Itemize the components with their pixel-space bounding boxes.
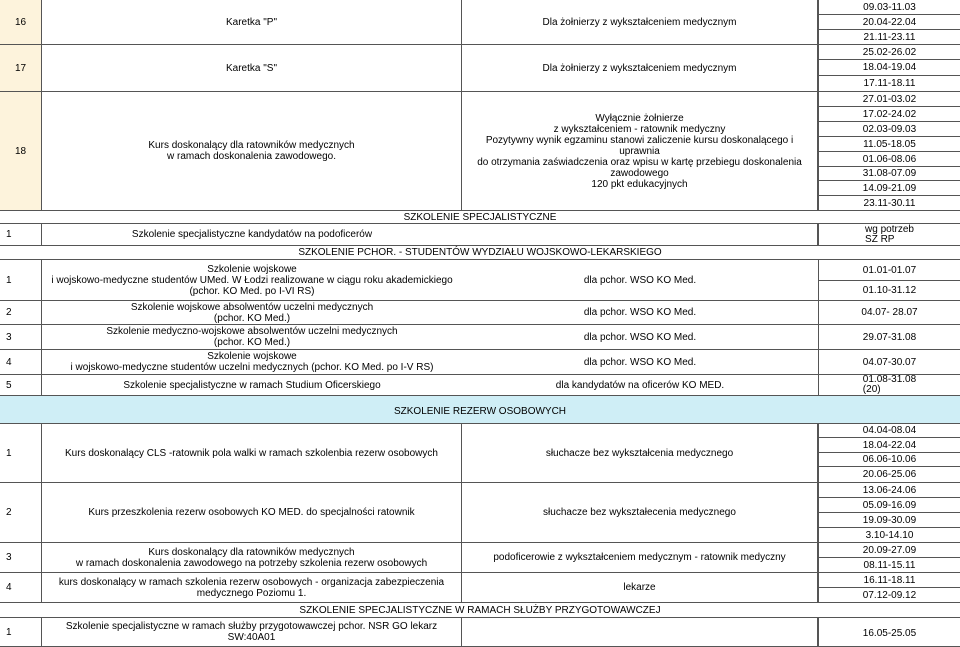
section-title: SZKOLENIE SPECJALISTYCZNE bbox=[403, 211, 557, 223]
date-cell: 08.11-15.11 bbox=[863, 559, 916, 571]
table-row bbox=[0, 224, 960, 246]
course-target: lekarze bbox=[462, 573, 818, 602]
course-name: Szkolenie wojskowe i wojskowo-medyczne studentów UMed. W Łodzi realizowane w ciągu roku akademickiego (pchor. KO Med. po I-VI RS) bbox=[51, 263, 453, 297]
section-header bbox=[0, 211, 960, 224]
section-title: SZKOLENIE REZERW OSOBOWYCH bbox=[393, 405, 567, 417]
date-cell: 29.07-31.08 bbox=[862, 331, 917, 343]
row-number: 5 bbox=[0, 375, 42, 395]
table-row bbox=[0, 543, 960, 573]
date-cell: 05.09-16.09 bbox=[819, 498, 960, 513]
table-row bbox=[0, 375, 960, 396]
date-cell: 11.05-18.05 bbox=[819, 137, 960, 152]
section-header bbox=[0, 603, 960, 618]
date-cell: 01.01-01.07 bbox=[819, 260, 960, 281]
course-name: Szkolenie specjalistyczne kandydatów na podoficerów bbox=[131, 229, 373, 240]
row-number: 16 bbox=[0, 0, 42, 44]
date-cell: 21.11-23.11 bbox=[863, 32, 916, 43]
course-name: kurs doskonalący w ramach szkolenia rezerw osobowych - organizacja zabezpieczenia medycznego Poziomu 1. bbox=[42, 573, 462, 602]
date-cell: 01.08-31.08 (20) bbox=[862, 374, 917, 395]
row-number: 2 bbox=[0, 301, 42, 324]
date-cell: 25.02-26.02 bbox=[819, 45, 960, 60]
row-number: 18 bbox=[0, 92, 42, 210]
date-cell: 19.09-30.09 bbox=[819, 513, 960, 528]
row-number: 2 bbox=[0, 483, 42, 542]
date-cell: 07.12-09.12 bbox=[862, 589, 917, 601]
row-number: 1 bbox=[0, 618, 42, 646]
date-cell: 20.09-27.09 bbox=[819, 543, 960, 558]
date-cell: wg potrzeb SZ RP bbox=[865, 224, 914, 245]
section-header bbox=[0, 246, 960, 260]
course-name: Szkolenie specjalistyczne w ramach Studium Oficerskiego bbox=[123, 379, 381, 391]
course-target: dla pchor. WSO KO Med. bbox=[583, 356, 697, 368]
table-row bbox=[0, 45, 960, 92]
course-name: Karetka "S" bbox=[42, 45, 462, 91]
section-title: SZKOLENIE SPECJALISTYCZNE W RAMACH SŁUŻBY PRZYGOTOWAWCZEJ bbox=[299, 604, 661, 616]
course-target bbox=[462, 224, 818, 245]
date-cell: 18.04-19.04 bbox=[819, 60, 960, 76]
course-dates bbox=[818, 325, 960, 349]
course-dates bbox=[818, 573, 960, 602]
course-target: słuchacze bez wykształcenia medycznego bbox=[462, 424, 818, 482]
date-cell: 01.06-08.06 bbox=[819, 152, 960, 167]
course-dates bbox=[818, 375, 960, 395]
date-cell: 04.07-30.07 bbox=[862, 356, 917, 368]
date-cell: 04.07- 28.07 bbox=[861, 307, 918, 318]
course-dates bbox=[818, 618, 960, 646]
course-dates bbox=[818, 0, 960, 44]
course-dates bbox=[818, 301, 960, 324]
table-row bbox=[0, 325, 960, 350]
section-title: SZKOLENIE PCHOR. - STUDENTÓW WYDZIAŁU WOJSKOWO-LEKARSKIEGO bbox=[298, 247, 662, 258]
date-cell: 17.02-24.02 bbox=[819, 107, 960, 122]
date-cell: 20.06-25.06 bbox=[862, 469, 917, 480]
course-dates bbox=[818, 350, 960, 374]
course-target: dla pchor. WSO KO Med. bbox=[583, 274, 697, 286]
course-name: Szkolenie specjalistyczne w ramach służby przygotowawczej pchor. NSR GO lekarz SW:40A01 bbox=[42, 618, 462, 646]
course-dates bbox=[818, 424, 960, 482]
date-cell: 27.01-03.02 bbox=[819, 92, 960, 107]
date-cell: 14.09-21.09 bbox=[819, 181, 960, 196]
course-target bbox=[462, 618, 818, 646]
table-row bbox=[0, 618, 960, 647]
date-cell: 20.04-22.04 bbox=[819, 15, 960, 30]
date-cell: 16.05-25.05 bbox=[862, 628, 917, 639]
course-name: Kurs doskonalący dla ratowników medycznych w ramach doskonalenia zawodowego na potrzeby szkolenia rezerw osobowych bbox=[42, 543, 462, 572]
date-cell: 02.03-09.03 bbox=[819, 122, 960, 137]
row-number: 3 bbox=[0, 543, 42, 572]
course-name: Karetka "P" bbox=[42, 0, 462, 44]
date-cell: 31.08-07.09 bbox=[819, 167, 960, 181]
date-cell: 01.10-31.12 bbox=[862, 285, 917, 296]
course-target: podoficerowie z wykształceniem medycznym - ratownik medyczny bbox=[462, 543, 818, 572]
course-name: Szkolenie medyczno-wojskowe absolwentów uczelni medycznych (pchor. KO Med.) bbox=[106, 326, 398, 348]
table-row bbox=[0, 424, 960, 483]
course-target: dla pchor. WSO KO Med. bbox=[583, 331, 697, 343]
course-target: Dla żołnierzy z wykształceniem medycznym bbox=[462, 0, 818, 44]
date-cell: 04.04-08.04 bbox=[819, 424, 960, 438]
course-dates bbox=[818, 543, 960, 572]
date-cell: 09.03-11.03 bbox=[819, 0, 960, 15]
row-number: 1 bbox=[0, 224, 42, 245]
row-number: 4 bbox=[0, 573, 42, 602]
table-row bbox=[0, 301, 960, 325]
course-name: Szkolenie wojskowe absolwentów uczelni medycznych (pchor. KO Med.) bbox=[130, 301, 374, 324]
row-number: 4 bbox=[0, 350, 42, 374]
course-target: Wyłącznie żołnierze z wykształceniem - ratownik medyczny Pozytywny wynik egzaminu stanowi zaliczenie kursu doskonalącego i uprawnia do otrzymania zaświadczenia oraz wpisu w kartę przebiegu doskonalenia zawodowego 120 pkt edukacyjnych bbox=[462, 92, 818, 210]
table-row bbox=[0, 573, 960, 603]
course-target: dla kandydatów na oficerów KO MED. bbox=[555, 379, 725, 391]
table-row bbox=[0, 92, 960, 211]
date-cell: 17.11-18.11 bbox=[863, 78, 916, 89]
course-target: dla pchor. WSO KO Med. bbox=[583, 307, 697, 318]
row-number: 3 bbox=[0, 325, 42, 349]
course-target: Dla żołnierzy z wykształceniem medycznym bbox=[462, 45, 818, 91]
date-cell: 06.06-10.06 bbox=[819, 453, 960, 467]
row-number: 1 bbox=[0, 424, 42, 482]
course-name: Kurs doskonalący CLS -ratownik pola walki w ramach szkolenbia rezerw osobowych bbox=[42, 424, 462, 482]
table-row bbox=[0, 0, 960, 45]
course-name: Szkolenie wojskowe i wojskowo-medyczne studentów uczelni medycznych (pchor. KO Med. po I-V RS) bbox=[70, 351, 434, 373]
date-cell: 18.04-22.04 bbox=[819, 438, 960, 453]
date-cell: 23.11-30.11 bbox=[863, 197, 916, 209]
row-number: 1 bbox=[0, 260, 42, 300]
course-name: Kurs przeszkolenia rezerw osobowych KO MED. do specjalności ratownik bbox=[42, 483, 462, 542]
course-dates bbox=[818, 483, 960, 542]
date-cell: 16.11-18.11 bbox=[819, 573, 960, 588]
row-number: 17 bbox=[0, 45, 42, 91]
table-row bbox=[0, 483, 960, 543]
course-dates bbox=[818, 260, 960, 300]
date-cell: 13.06-24.06 bbox=[819, 483, 960, 498]
course-target: słuchacze bez wykształecenia medycznego bbox=[462, 483, 818, 542]
date-cell: 3.10-14.10 bbox=[865, 529, 914, 541]
course-name: Kurs doskonalący dla ratowników medycznych w ramach doskonalenia zawodowego. bbox=[42, 92, 462, 210]
course-dates bbox=[818, 45, 960, 91]
table-row bbox=[0, 350, 960, 375]
course-dates bbox=[818, 224, 960, 245]
section-header bbox=[0, 396, 960, 424]
table-row bbox=[0, 260, 960, 301]
course-dates bbox=[818, 92, 960, 210]
